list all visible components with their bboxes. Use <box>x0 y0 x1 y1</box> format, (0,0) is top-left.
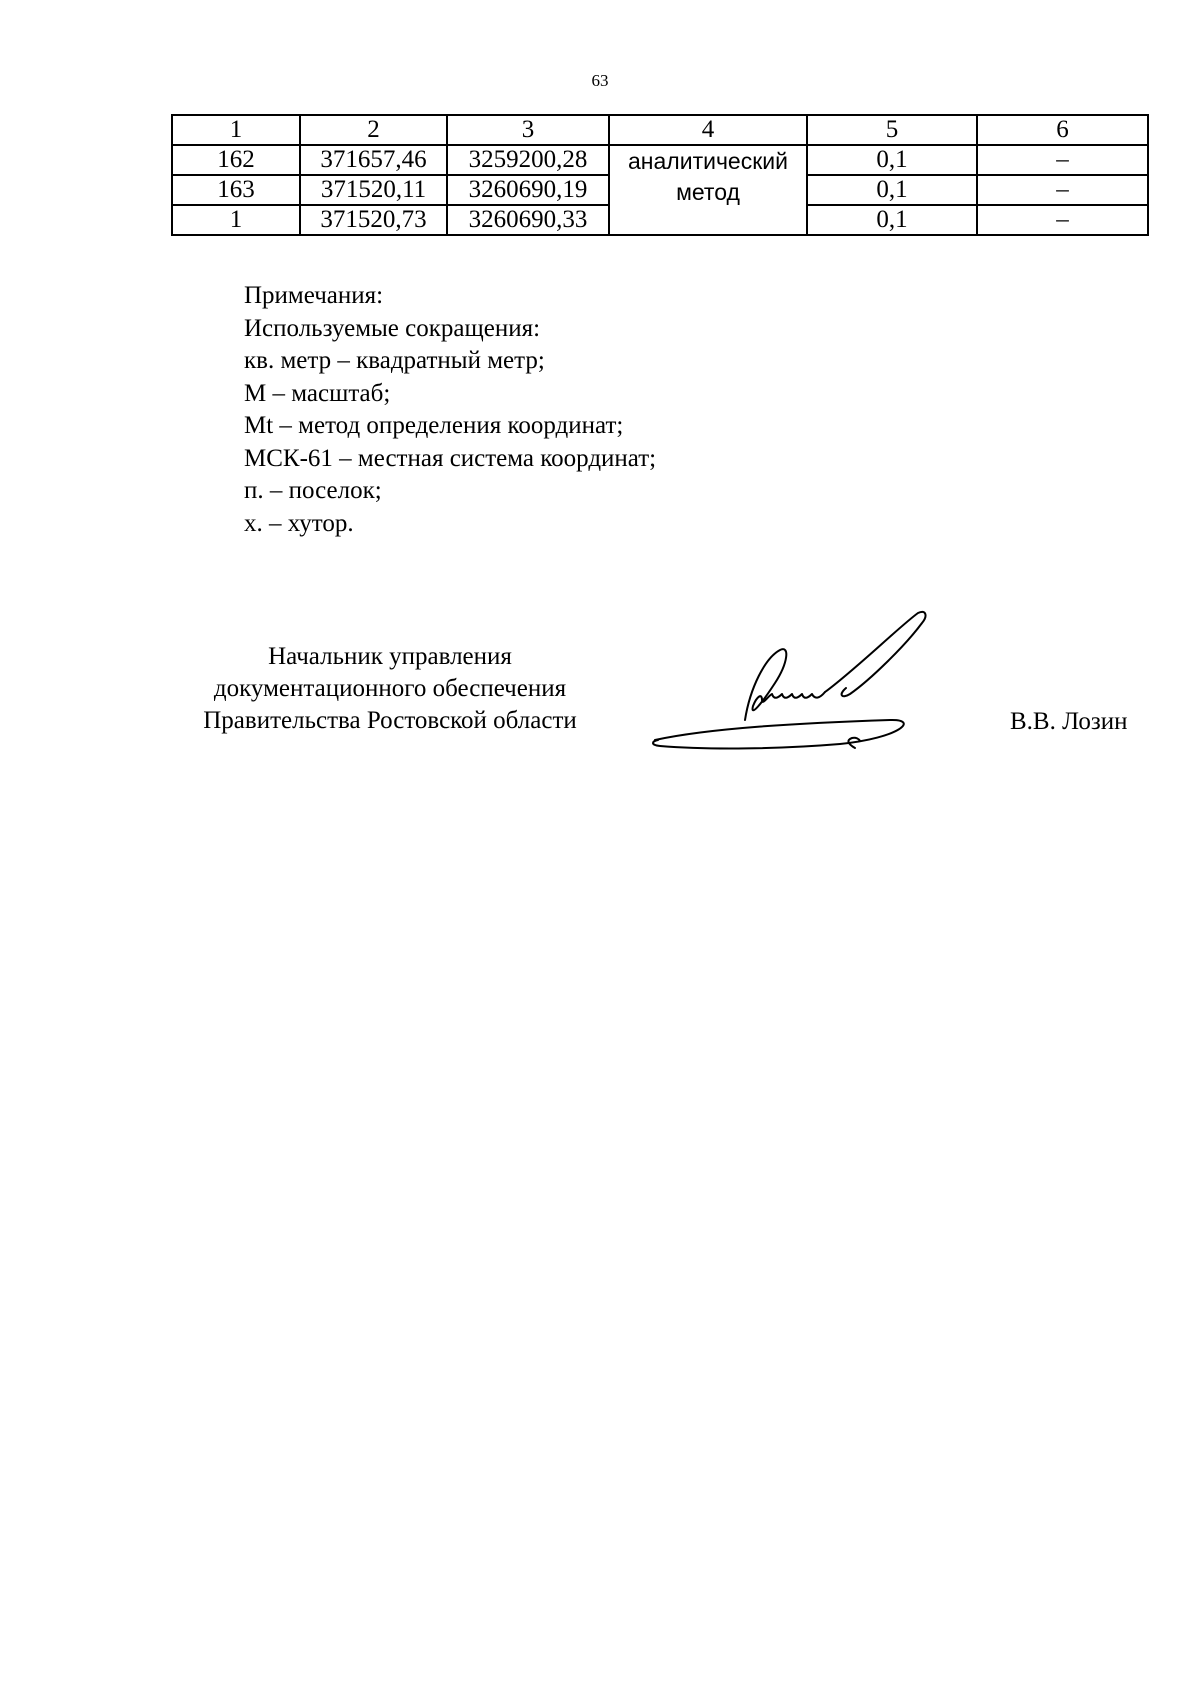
y-coordinate-cell: 3260690,33 <box>447 205 609 235</box>
abbreviation-item: М – масштаб; <box>244 379 391 407</box>
abbreviation-item: кв. метр – квадратный метр; <box>244 347 545 374</box>
x-coordinate-cell: 371657,46 <box>300 145 447 175</box>
position-line: Правительства Ростовской области <box>203 707 577 734</box>
point-number-cell: 1 <box>172 205 300 235</box>
table-header-row <box>172 115 1148 145</box>
column-header: 1 <box>172 115 300 145</box>
notes-title: Примечания: <box>244 282 384 309</box>
y-coordinate-cell: 3259200,28 <box>447 145 609 175</box>
column-header: 6 <box>977 115 1148 145</box>
point-number-cell: 163 <box>172 175 300 205</box>
abbreviation-item: п. – поселок; <box>244 477 382 504</box>
page-number: 63 <box>591 71 609 90</box>
y-coordinate-cell: 3260690,19 <box>447 175 609 205</box>
notes-subtitle: Используемые сокращения: <box>244 314 541 342</box>
accuracy-cell: 0,1 <box>807 145 977 175</box>
x-coordinate-cell: 371520,11 <box>300 175 447 205</box>
table-row <box>172 145 1148 175</box>
handwritten-signature <box>650 608 990 758</box>
note-cell: – <box>977 175 1148 205</box>
note-cell: – <box>977 205 1148 235</box>
method-line: аналитический <box>628 148 788 174</box>
coordinates-table <box>171 114 1149 236</box>
position-line: документационного обеспечения <box>213 675 567 702</box>
x-coordinate-cell: 371520,73 <box>300 205 447 235</box>
method-cell <box>609 145 807 235</box>
position-line: Начальник управления <box>268 643 512 670</box>
notes-section <box>244 280 656 540</box>
note-cell: – <box>977 145 1148 175</box>
column-header: 5 <box>807 115 977 145</box>
point-number-cell: 162 <box>172 145 300 175</box>
signatory-name: В.В. Лозин <box>1010 708 1128 735</box>
column-header: 4 <box>609 115 807 145</box>
column-header: 3 <box>447 115 609 145</box>
abbreviation-item: МСК-61 – местная система координат; <box>244 444 657 472</box>
abbreviation-item: Mt – метод определения координат; <box>244 412 624 439</box>
column-header: 2 <box>300 115 447 145</box>
accuracy-cell: 0,1 <box>807 205 977 235</box>
method-line: метод <box>676 179 740 205</box>
signatory-position <box>160 641 620 737</box>
accuracy-cell: 0,1 <box>807 175 977 205</box>
abbreviation-item: х. – хутор. <box>244 509 354 537</box>
